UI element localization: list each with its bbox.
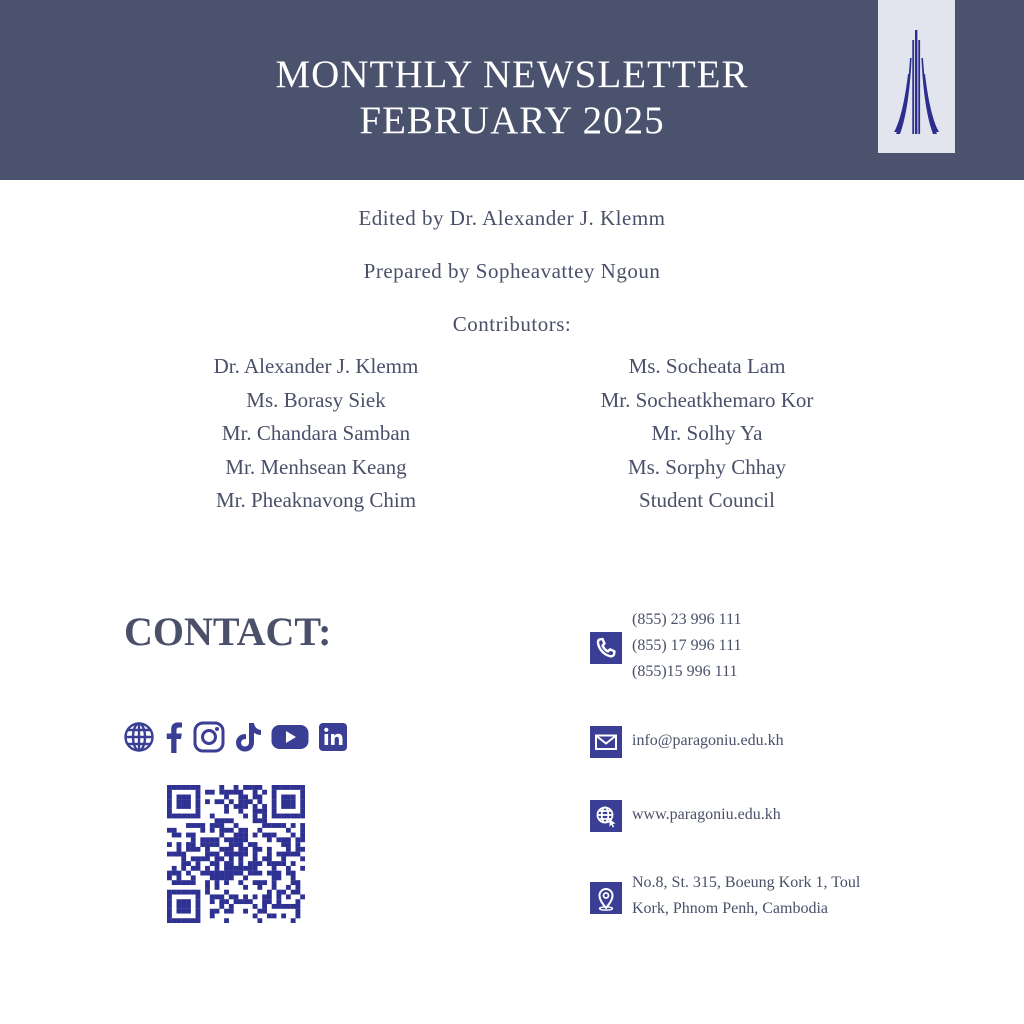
website-link[interactable]: www.paragoniu.edu.kh xyxy=(632,806,781,823)
instagram-icon[interactable] xyxy=(193,721,225,753)
facebook-icon[interactable] xyxy=(164,721,184,753)
address xyxy=(632,870,860,922)
contributor-name: Mr. Pheaknavong Chim xyxy=(215,488,417,513)
qr-code-icon[interactable] xyxy=(167,785,305,923)
email-icon xyxy=(590,726,622,758)
contributor-name: Mr. Menhsean Keang xyxy=(225,454,407,479)
contributor-name: Mr. Chandara Samban xyxy=(221,421,411,446)
address-line: Kork, Phnom Penh, Cambodia xyxy=(632,900,828,917)
phone-number[interactable]: (855)15 996 111 xyxy=(632,663,738,680)
phone-number[interactable]: (855) 23 996 111 xyxy=(632,611,742,628)
contributor-name: Ms. Borasy Siek xyxy=(246,387,386,412)
contributor-name: Student Council xyxy=(639,488,775,513)
contributors-left-column xyxy=(166,350,466,518)
contributor-name: Dr. Alexander J. Klemm xyxy=(213,354,419,378)
youtube-icon[interactable] xyxy=(271,721,309,753)
social-links xyxy=(123,720,357,754)
linkedin-icon[interactable] xyxy=(318,721,348,753)
title-line-1: MONTHLY NEWSLETTER xyxy=(275,53,749,96)
newsletter-title xyxy=(0,52,1024,144)
phone-numbers xyxy=(632,607,741,685)
contact-heading: CONTACT: xyxy=(124,609,332,654)
contributor-name: Mr. Socheatkhemaro Kor xyxy=(600,387,814,412)
header-banner xyxy=(0,0,1024,180)
prepared-by: Prepared by Sopheavattey Ngoun xyxy=(363,259,661,283)
address-line: No.8, St. 315, Boeung Kork 1, Toul xyxy=(632,874,861,891)
location-pin-icon xyxy=(590,882,622,914)
phone-number[interactable]: (855) 17 996 111 xyxy=(632,637,742,654)
phone-icon xyxy=(590,632,622,664)
edited-by: Edited by Dr. Alexander J. Klemm xyxy=(358,206,666,230)
contributor-name: Mr. Solhy Ya xyxy=(651,421,763,446)
tiktok-icon[interactable] xyxy=(234,721,262,753)
contributor-name: Ms. Socheata Lam xyxy=(628,354,786,378)
contributors-label: Contributors: xyxy=(452,312,572,336)
email-link[interactable]: info@paragoniu.edu.kh xyxy=(632,732,784,749)
contributor-name: Ms. Sorphy Chhay xyxy=(627,454,787,479)
title-line-2: FEBRUARY 2025 xyxy=(359,99,665,142)
contributors-right-column xyxy=(557,350,857,518)
globe-icon[interactable] xyxy=(123,721,155,753)
website-icon xyxy=(590,800,622,832)
university-logo-icon xyxy=(878,0,955,153)
